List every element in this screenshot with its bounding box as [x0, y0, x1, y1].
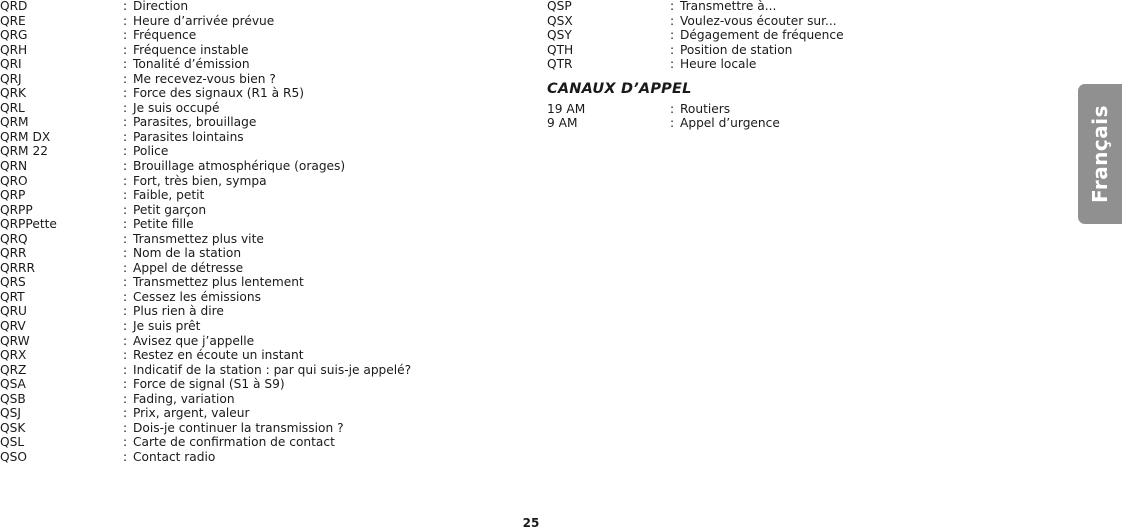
- code-label: QSA: [0, 377, 26, 392]
- code-meaning: Indicatif de la station : par qui suis-je appelé?: [133, 362, 412, 377]
- code-meaning: Tonalité d’émission: [133, 57, 250, 72]
- code-row: [0, 275, 480, 290]
- q-codes-list-left: [0, 0, 480, 465]
- code-label: QSJ: [0, 406, 21, 421]
- code-label: QRR: [0, 246, 27, 261]
- separator: :: [123, 231, 128, 246]
- code-label: QRM 22: [0, 144, 48, 159]
- code-row: [0, 421, 480, 436]
- code-meaning: Avisez que j’appelle: [133, 333, 255, 348]
- code-label: QSB: [0, 391, 26, 406]
- code-label: QSX: [547, 13, 573, 28]
- code-meaning: Je suis occupé: [133, 100, 220, 115]
- code-label: QRO: [0, 173, 28, 188]
- separator: :: [123, 406, 128, 421]
- code-row: [0, 174, 480, 189]
- code-label: QRPP: [0, 202, 33, 217]
- code-row: [0, 101, 480, 116]
- separator: :: [123, 449, 128, 464]
- code-meaning: Heure d’arrivée prévue: [133, 13, 275, 28]
- code-meaning: Nom de la station: [133, 246, 242, 261]
- separator: :: [123, 86, 128, 101]
- code-meaning: Parasites, brouillage: [133, 115, 257, 130]
- calling-channels-list: [547, 102, 967, 131]
- separator: :: [123, 144, 128, 159]
- code-label: QRS: [0, 275, 26, 290]
- code-meaning: Fréquence: [133, 28, 197, 43]
- code-row: [0, 406, 480, 421]
- code-row: [547, 102, 967, 117]
- code-meaning: Plus rien à dire: [133, 304, 224, 319]
- code-label: QRK: [0, 86, 27, 101]
- code-row: [0, 203, 480, 218]
- code-meaning: Transmettez plus vite: [133, 231, 264, 246]
- code-label: QRG: [0, 28, 28, 43]
- code-meaning: Brouillage atmosphérique (orages): [133, 159, 346, 174]
- code-row: [0, 86, 480, 101]
- code-label: QSL: [0, 435, 25, 450]
- code-row: [0, 377, 480, 392]
- code-meaning: Parasites lointains: [133, 129, 244, 144]
- code-meaning: Petite fille: [133, 217, 194, 232]
- code-row: [0, 246, 480, 261]
- separator: :: [123, 159, 128, 174]
- separator: :: [670, 101, 675, 116]
- code-row: [0, 43, 480, 58]
- separator: :: [670, 57, 675, 72]
- code-meaning: Restez en écoute un instant: [133, 348, 304, 363]
- language-tab: [1078, 84, 1122, 224]
- code-label: QRE: [0, 13, 26, 28]
- code-meaning: Je suis prêt: [133, 319, 201, 334]
- code-row: [0, 130, 480, 145]
- code-label: QRX: [0, 348, 27, 363]
- code-label: QRU: [0, 304, 27, 319]
- separator: :: [123, 260, 128, 275]
- code-meaning: Fort, très bien, sympa: [133, 173, 267, 188]
- separator: :: [123, 319, 128, 334]
- code-row: [0, 450, 480, 465]
- code-label: QSK: [0, 420, 26, 435]
- code-meaning: Appel d’urgence: [680, 116, 780, 131]
- code-meaning: Routiers: [680, 101, 731, 116]
- separator: :: [123, 71, 128, 86]
- code-meaning: Police: [133, 144, 169, 159]
- code-label: QRP: [0, 188, 26, 203]
- q-codes-list-right: [547, 0, 967, 72]
- language-tab-label: Français: [1088, 104, 1112, 204]
- code-row: [0, 0, 480, 14]
- separator: :: [123, 377, 128, 392]
- separator: :: [123, 391, 128, 406]
- code-row: [0, 334, 480, 349]
- separator: :: [123, 188, 128, 203]
- code-label: QRW: [0, 333, 30, 348]
- code-meaning: Fréquence instable: [133, 42, 249, 57]
- code-label: QRN: [0, 159, 28, 174]
- code-label: QRT: [0, 289, 25, 304]
- code-label: QRD: [0, 0, 28, 13]
- separator: :: [123, 28, 128, 43]
- code-label: QSO: [0, 449, 27, 464]
- code-label: QRQ: [0, 231, 28, 246]
- separator: :: [123, 304, 128, 319]
- code-row: [547, 0, 967, 14]
- code-row: [547, 28, 967, 43]
- code-label: QRZ: [0, 362, 27, 377]
- code-row: [0, 144, 480, 159]
- code-label: QRV: [0, 319, 26, 334]
- separator: :: [670, 42, 675, 57]
- separator: :: [123, 173, 128, 188]
- separator: :: [123, 435, 128, 450]
- code-meaning: Force de signal (S1 à S9): [133, 377, 285, 392]
- code-row: [0, 435, 480, 450]
- code-meaning: Cessez les émissions: [133, 289, 261, 304]
- code-label: QRL: [0, 100, 25, 115]
- separator: :: [123, 129, 128, 144]
- code-meaning: Position de station: [680, 42, 793, 57]
- code-meaning: Heure locale: [680, 57, 757, 72]
- code-row: [547, 116, 967, 131]
- code-label: 19 AM: [547, 101, 586, 116]
- code-meaning: Prix, argent, valeur: [133, 406, 250, 421]
- code-label: QSY: [547, 28, 572, 43]
- separator: :: [123, 42, 128, 57]
- code-meaning: Force des signaux (R1 à R5): [133, 86, 304, 101]
- separator: :: [123, 100, 128, 115]
- code-row: [0, 304, 480, 319]
- code-meaning: Petit garçon: [133, 202, 207, 217]
- separator: :: [670, 0, 675, 13]
- separator: :: [123, 362, 128, 377]
- separator: :: [670, 28, 675, 43]
- separator: :: [123, 333, 128, 348]
- code-row: [0, 115, 480, 130]
- code-row: [547, 14, 967, 29]
- code-label: 9 AM: [547, 116, 578, 131]
- separator: :: [123, 57, 128, 72]
- code-row: [0, 57, 480, 72]
- code-row: [0, 217, 480, 232]
- code-row: [0, 232, 480, 247]
- code-label: QRPPette: [0, 217, 57, 232]
- code-meaning: Dégagement de fréquence: [680, 28, 844, 43]
- code-label: QTR: [547, 57, 573, 72]
- calling-channels-heading: CANAUX D’APPEL: [547, 80, 692, 97]
- code-label: QRI: [0, 57, 22, 72]
- code-label: QRRR: [0, 260, 35, 275]
- code-meaning: Transmettez plus lentement: [133, 275, 304, 290]
- page-number: 25: [522, 516, 540, 530]
- code-row: [0, 261, 480, 276]
- code-label: QRJ: [0, 71, 22, 86]
- separator: :: [123, 348, 128, 363]
- code-label: QRM: [0, 115, 29, 130]
- separator: :: [123, 420, 128, 435]
- code-meaning: Me recevez-vous bien ?: [133, 71, 276, 86]
- code-row: [0, 290, 480, 305]
- code-meaning: Direction: [133, 0, 189, 13]
- code-label: QTH: [547, 42, 574, 57]
- code-meaning: Faible, petit: [133, 188, 205, 203]
- separator: :: [670, 13, 675, 28]
- separator: :: [123, 217, 128, 232]
- code-row: [547, 43, 967, 58]
- code-meaning: Fading, variation: [133, 391, 235, 406]
- separator: :: [123, 202, 128, 217]
- code-row: [0, 159, 480, 174]
- separator: :: [123, 275, 128, 290]
- code-row: [0, 14, 480, 29]
- code-row: [0, 363, 480, 378]
- code-meaning: Appel de détresse: [133, 260, 244, 275]
- separator: :: [123, 13, 128, 28]
- code-meaning: Dois-je continuer la transmission ?: [133, 420, 344, 435]
- code-row: [0, 348, 480, 363]
- code-label: QRM DX: [0, 129, 51, 144]
- code-row: [0, 392, 480, 407]
- code-meaning: Carte de confirmation de contact: [133, 435, 335, 450]
- separator: :: [123, 0, 128, 13]
- code-row: [547, 57, 967, 72]
- separator: :: [670, 116, 675, 131]
- code-meaning: Voulez-vous écouter sur...: [680, 13, 837, 28]
- code-row: [0, 319, 480, 334]
- code-label: QSP: [547, 0, 572, 13]
- code-row: [0, 28, 480, 43]
- separator: :: [123, 115, 128, 130]
- code-row: [0, 72, 480, 87]
- code-row: [0, 188, 480, 203]
- code-meaning: Contact radio: [133, 449, 216, 464]
- right-column: [547, 0, 967, 131]
- code-label: QRH: [0, 42, 28, 57]
- separator: :: [123, 289, 128, 304]
- separator: :: [123, 246, 128, 261]
- code-meaning: Transmettre à...: [680, 0, 777, 13]
